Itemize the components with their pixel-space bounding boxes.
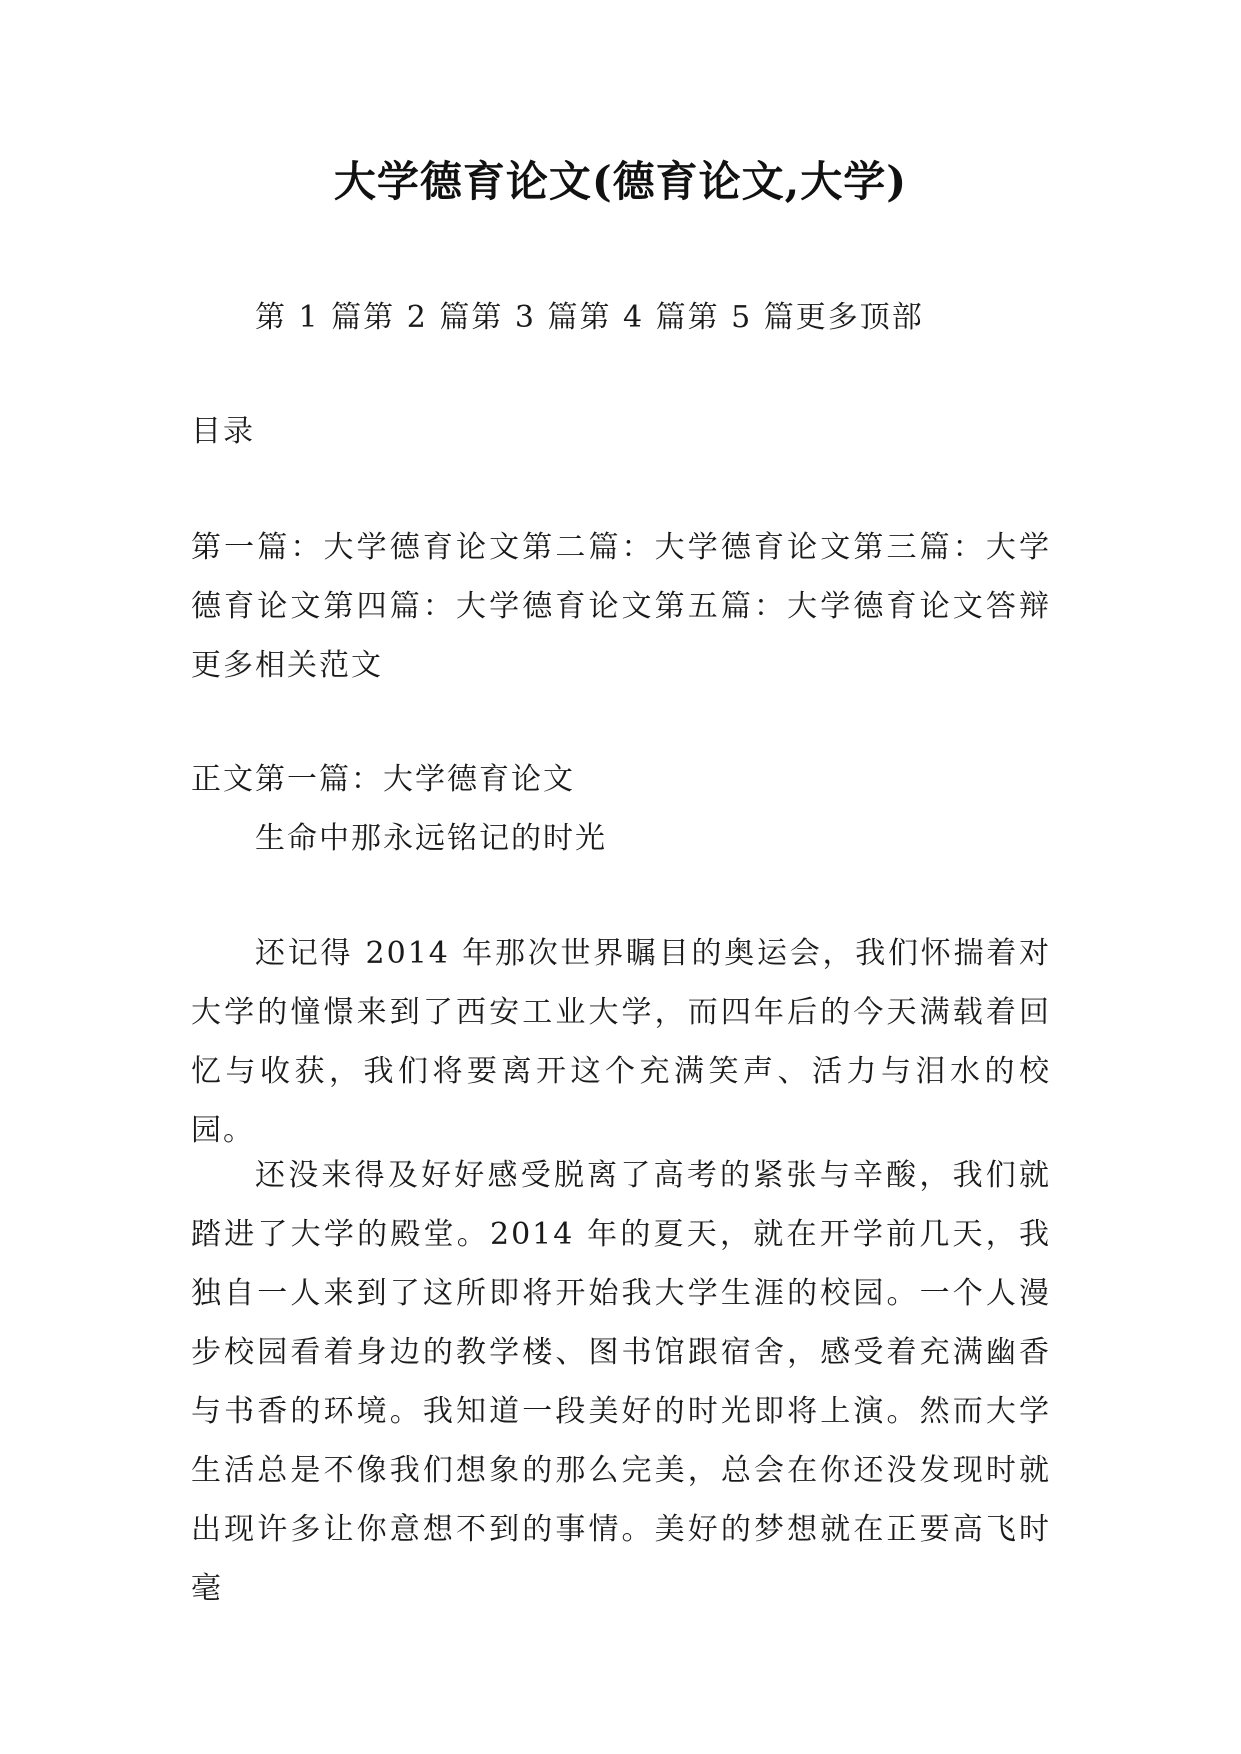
table-of-contents-list[interactable]: 第一篇：大学德育论文第二篇：大学德育论文第三篇：大学德育论文第四篇：大学德育论文第五篇：大学德育论文答辩更多相关范文: [191, 530, 1051, 683]
article-navigation-links[interactable]: 第 1 篇第 2 篇第 3 篇第 4 篇第 5 篇更多顶部: [255, 300, 924, 335]
table-of-contents-heading: 目录: [191, 414, 255, 449]
document-title: 大学德育论文(德育论文,大学): [333, 157, 908, 206]
main-text-heading: 正文第一篇：大学德育论文: [191, 762, 575, 797]
body-paragraph-2: 还没来得及好好感受脱离了高考的紧张与辛酸，我们就踏进了大学的殿堂。2014 年的夏天，就在开学前几天，我独自一人来到了这所即将开始我大学生涯的校园。一个人漫步校园看着身边的教学楼、图书馆跟宿舍，感受着充满幽香与书香的环境。我知道一段美好的时光即将上演。然而大学生活总是不像我们想象的那么完美，总会在你还没发现时就出现许多让你意想不到的事情。美好的梦想就在正要高飞时毫: [191, 1158, 1051, 1606]
article-subtitle: 生命中那永远铭记的时光: [255, 821, 607, 856]
body-paragraph-1: 还记得 2014 年那次世界瞩目的奥运会，我们怀揣着对大学的憧憬来到了西安工业大学，而四年后的今天满载着回忆与收获，我们将要离开这个充满笑声、活力与泪水的校园。: [191, 936, 1051, 1148]
